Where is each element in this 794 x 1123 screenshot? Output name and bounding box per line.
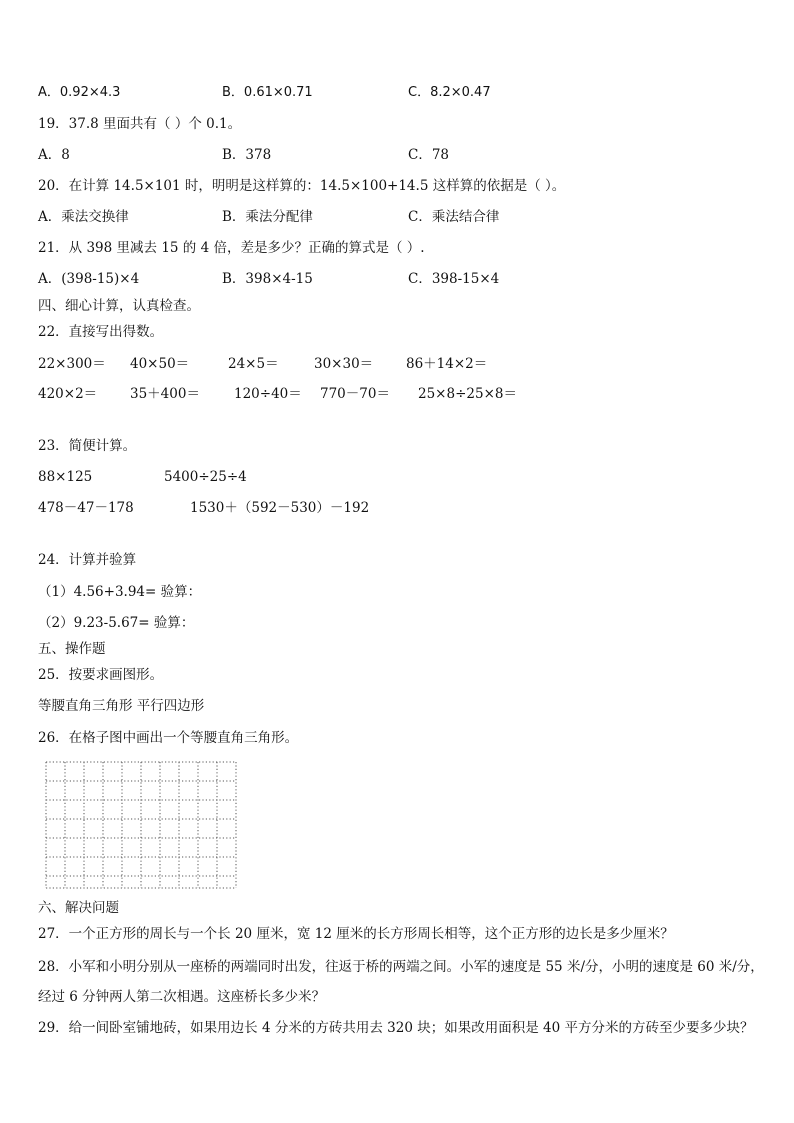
q22-item: 86＋14×2＝ xyxy=(406,356,488,372)
q22-item: 120÷40＝ xyxy=(234,386,302,402)
q22-item: 420×2＝ xyxy=(38,386,98,402)
q24-stem: 24．计算并验算 xyxy=(38,552,137,568)
q20-option-c: C．乘法结合律 xyxy=(408,209,500,225)
q22-item: 770－70＝ xyxy=(320,386,390,402)
q19-stem: 19．37.8 里面共有（ ）个 0.1。 xyxy=(38,116,242,132)
q21-stem: 21．从 398 里减去 15 的 4 倍，差是多少？正确的算式是（ ）. xyxy=(38,240,425,256)
q29-stem: 29．给一间卧室铺地砖，如果用边长 4 分米的方砖共用去 320 块；如果改用面积是 40 平方分米的方砖至少要多少块？ xyxy=(38,1020,754,1036)
q21-option-b: B．398×4-15 xyxy=(222,271,313,287)
q18-option-a: A．0.92×4.3 xyxy=(38,85,121,100)
q18-option-c: C．8.2×0.47 xyxy=(408,85,491,100)
q23-item: 478－47－178 xyxy=(38,500,134,516)
q19-option-b: B．378 xyxy=(222,147,272,163)
grid-drawing xyxy=(44,760,238,890)
section-5-title: 五、操作题 xyxy=(38,641,106,657)
section-4-title: 四、细心计算，认真检查。 xyxy=(38,298,200,314)
q22-item: 30×30＝ xyxy=(314,356,374,372)
q20-option-b: B．乘法分配律 xyxy=(222,209,313,225)
section-6-title: 六、解决问题 xyxy=(38,900,119,916)
q19-option-a: A．8 xyxy=(38,147,70,163)
q26-stem: 26．在格子图中画出一个等腰直角三角形。 xyxy=(38,730,299,746)
q28-line1: 28．小军和小明分别从一座桥的两端同时出发，往返于桥的两端之间。小军的速度是 55 米/分，小明的速度是 60 米/分， xyxy=(38,959,764,975)
q27-stem: 27．一个正方形的周长与一个长 20 厘米，宽 12 厘米的长方形周长相等，这个正方形的边长是多少厘米？ xyxy=(38,926,674,942)
q23-item: 88×125 xyxy=(38,469,93,485)
q22-item: 22×300＝ xyxy=(38,356,106,372)
q23-stem: 23．简便计算。 xyxy=(38,438,137,454)
q20-option-a: A．乘法交换律 xyxy=(38,209,129,225)
q22-item: 24×5＝ xyxy=(228,356,279,372)
q22-item: 40×50＝ xyxy=(130,356,190,372)
q21-option-c: C．398-15×4 xyxy=(408,271,500,287)
q22-item: 25×8÷25×8＝ xyxy=(418,386,517,402)
q24-item: （1）4.56+3.94= 验算： xyxy=(38,584,202,600)
q23-item: 5400÷25÷4 xyxy=(164,469,247,485)
q25-shapes: 等腰直角三角形 平行四边形 xyxy=(38,698,205,714)
q18-option-b: B．0.61×0.71 xyxy=(222,85,313,100)
q23-item: 1530＋（592－530）－192 xyxy=(190,500,370,516)
dotted-grid[interactable] xyxy=(44,760,238,890)
q24-item: （2）9.23-5.67= 验算： xyxy=(38,615,195,631)
q25-stem: 25．按要求画图形。 xyxy=(38,667,164,683)
q22-stem: 22．直接写出得数。 xyxy=(38,324,164,340)
q19-option-c: C．78 xyxy=(408,147,450,163)
q20-stem: 20．在计算 14.5×101 时，明明是这样算的：14.5×100+14.5 这样算的依据是（ ）。 xyxy=(38,178,566,194)
q22-item: 35＋400＝ xyxy=(130,386,200,402)
q21-option-a: A．(398-15)×4 xyxy=(38,271,140,287)
q28-line2: 经过 6 分钟两人第二次相遇。这座桥长多少米？ xyxy=(38,989,326,1005)
